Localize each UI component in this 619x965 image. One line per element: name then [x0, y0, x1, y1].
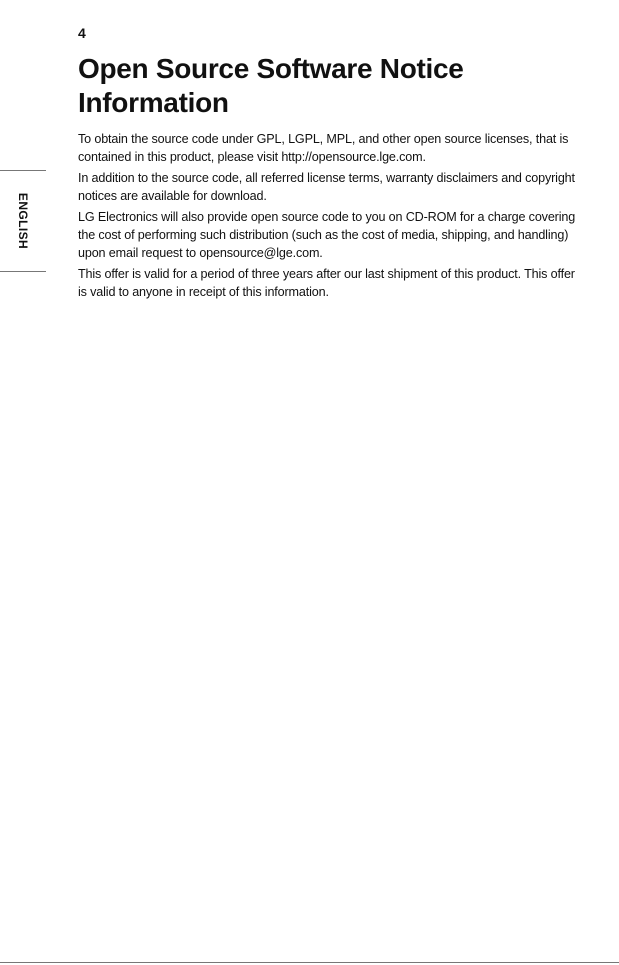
- paragraph-offer-validity: This offer is valid for a period of three years after our last shipment of this product. This offer is valid to anyone in receipt of this information.: [78, 267, 575, 299]
- language-tab: [0, 170, 46, 272]
- page-number: 4: [78, 25, 86, 41]
- bottom-divider: [0, 962, 619, 963]
- paragraph-source-code: To obtain the source code under GPL, LGPL, MPL, and other open source licenses, that is contained in this product, please visit http://opensource.lge.com.: [78, 132, 569, 164]
- notice-body: [78, 130, 578, 304]
- paragraph-cd-rom-offer: LG Electronics will also provide open source code to you on CD-ROM for a charge covering the cost of performing such distribution (such as the cost of media, shipping, and handling) upon email request to opensource@lge.com.: [78, 210, 576, 260]
- page-title: Open Source Software Notice Information: [78, 53, 464, 118]
- paragraph-license-terms: In addition to the source code, all referred license terms, warranty disclaimers and copyright notices are available for download.: [78, 171, 575, 203]
- language-tab-label: ENGLISH: [16, 192, 30, 250]
